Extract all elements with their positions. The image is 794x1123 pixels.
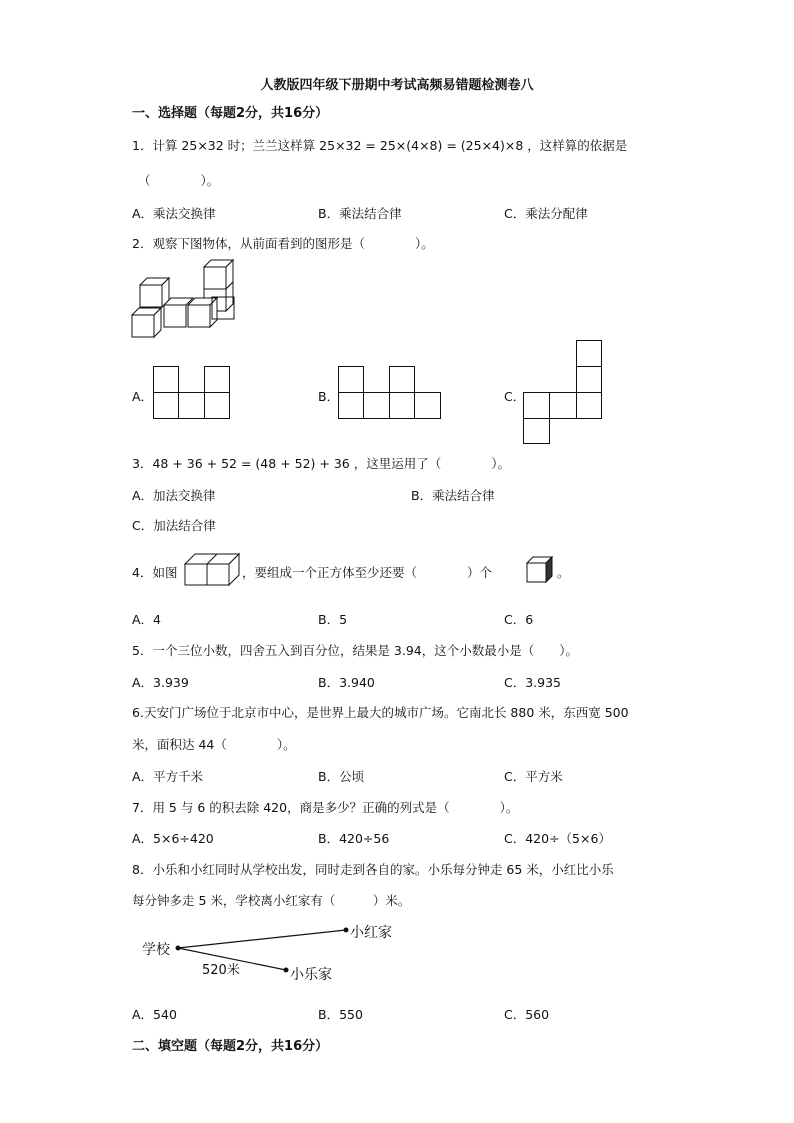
- question-stem: 天安门广场位于北京市中心，是世界上最大的城市广场。它南北长 880 米，东西宽 500: [143, 705, 629, 720]
- page-title: 人教版四年级下册期中考试高频易错题检测卷八: [260, 78, 534, 93]
- question-number: 1．: [132, 138, 153, 153]
- question-stem-continued: 米，面积达 44（ ）。: [132, 737, 296, 752]
- question-stem-continued: 每分钟多走 5 米，学校离小红家有（ ）米。: [132, 893, 411, 908]
- label-school: 学校: [142, 942, 170, 958]
- question-stem-pre: 如图: [152, 565, 178, 580]
- question-number: 6.: [132, 705, 144, 720]
- single-cube-icon: [526, 556, 554, 584]
- option-b[interactable]: B．5: [318, 612, 348, 627]
- option-b[interactable]: B．公顷: [318, 769, 365, 784]
- question-stem: 观察下图物体，从前面看到的图形是（ ）。: [152, 236, 434, 251]
- xiaohong-dot: [344, 928, 349, 933]
- section-heading-fill: 二、填空题（每题2分，共16分）: [132, 1039, 329, 1054]
- option-c[interactable]: C．平方米: [504, 769, 563, 784]
- option-b[interactable]: B．乘法结合律: [411, 488, 495, 503]
- question-1: [132, 136, 627, 154]
- option-a[interactable]: A．乘法交换律: [132, 206, 216, 221]
- question-4: [132, 563, 177, 581]
- cube-stack-figure: [130, 255, 242, 341]
- option-a[interactable]: A．5×6÷420: [132, 831, 214, 846]
- question-stem-post: 。: [557, 565, 570, 580]
- option-a-figure: [153, 366, 233, 420]
- question-2: [132, 234, 434, 252]
- option-b[interactable]: B．: [318, 389, 340, 404]
- question-stem-mid: ，要组成一个正方体至少还要（ ）个: [242, 565, 493, 580]
- option-c[interactable]: C．420÷（5×6）: [504, 831, 611, 846]
- option-b[interactable]: B．550: [318, 1007, 363, 1022]
- question-3: [132, 454, 510, 472]
- question-stem: 48 + 36 + 52 = (48 + 52) + 36 ，这里运用了（ ）。: [152, 456, 510, 471]
- label-distance: 520米: [202, 963, 240, 978]
- question-8: [132, 860, 614, 878]
- option-c[interactable]: C．乘法分配律: [504, 206, 588, 221]
- question-stem: 小乐和小红同时从学校出发，同时走到各自的家。小乐每分钟走 65 米，小红比小乐: [152, 862, 614, 877]
- question-number: 5．: [132, 643, 153, 658]
- route-diagram: [136, 918, 406, 988]
- question-number: 3．: [132, 456, 153, 471]
- section-heading-choice: 一、选择题（每题2分，共16分）: [132, 106, 329, 121]
- option-a[interactable]: A．平方千米: [132, 769, 204, 784]
- option-c[interactable]: C．3.935: [504, 675, 562, 690]
- option-b[interactable]: B．乘法结合律: [318, 206, 402, 221]
- two-cubes-figure: [184, 552, 240, 586]
- option-a[interactable]: A．4: [132, 612, 162, 627]
- option-c-figure: [523, 340, 605, 446]
- xiaole-dot: [284, 968, 289, 973]
- option-b[interactable]: B．3.940: [318, 675, 375, 690]
- question-number: 2．: [132, 236, 153, 251]
- option-c[interactable]: C．560: [504, 1007, 550, 1022]
- question-6: [132, 703, 629, 721]
- question-stem: 一个三位小数，四舍五入到百分位，结果是 3.94，这个小数最小是（ ）。: [152, 643, 579, 658]
- option-b-figure: [338, 366, 444, 420]
- option-a[interactable]: A．540: [132, 1007, 177, 1022]
- label-xiaole-home: 小乐家: [290, 967, 332, 983]
- question-stem-continued: （ ）。: [138, 173, 220, 188]
- option-c[interactable]: C．加法结合律: [132, 518, 216, 533]
- question-7: [132, 798, 518, 816]
- option-a[interactable]: A．: [132, 389, 154, 404]
- question-5: [132, 641, 578, 659]
- question-stem: 计算 25×32 时；兰兰这样算 25×32 = 25×(4×8) = (25×4)×8 ，这样算的依据是: [152, 138, 628, 153]
- school-dot: [176, 946, 181, 951]
- option-a[interactable]: A．3.939: [132, 675, 189, 690]
- option-a[interactable]: A．加法交换律: [132, 488, 216, 503]
- question-number: 8．: [132, 862, 153, 877]
- option-c[interactable]: C．6: [504, 612, 534, 627]
- option-c[interactable]: C．: [504, 389, 526, 404]
- question-number: 4．: [132, 565, 153, 580]
- label-xiaohong-home: 小红家: [350, 925, 392, 941]
- question-number: 7．: [132, 800, 153, 815]
- question-stem: 用 5 与 6 的积去除 420，商是多少？正确的列式是（ ）。: [152, 800, 519, 815]
- option-b[interactable]: B．420÷56: [318, 831, 390, 846]
